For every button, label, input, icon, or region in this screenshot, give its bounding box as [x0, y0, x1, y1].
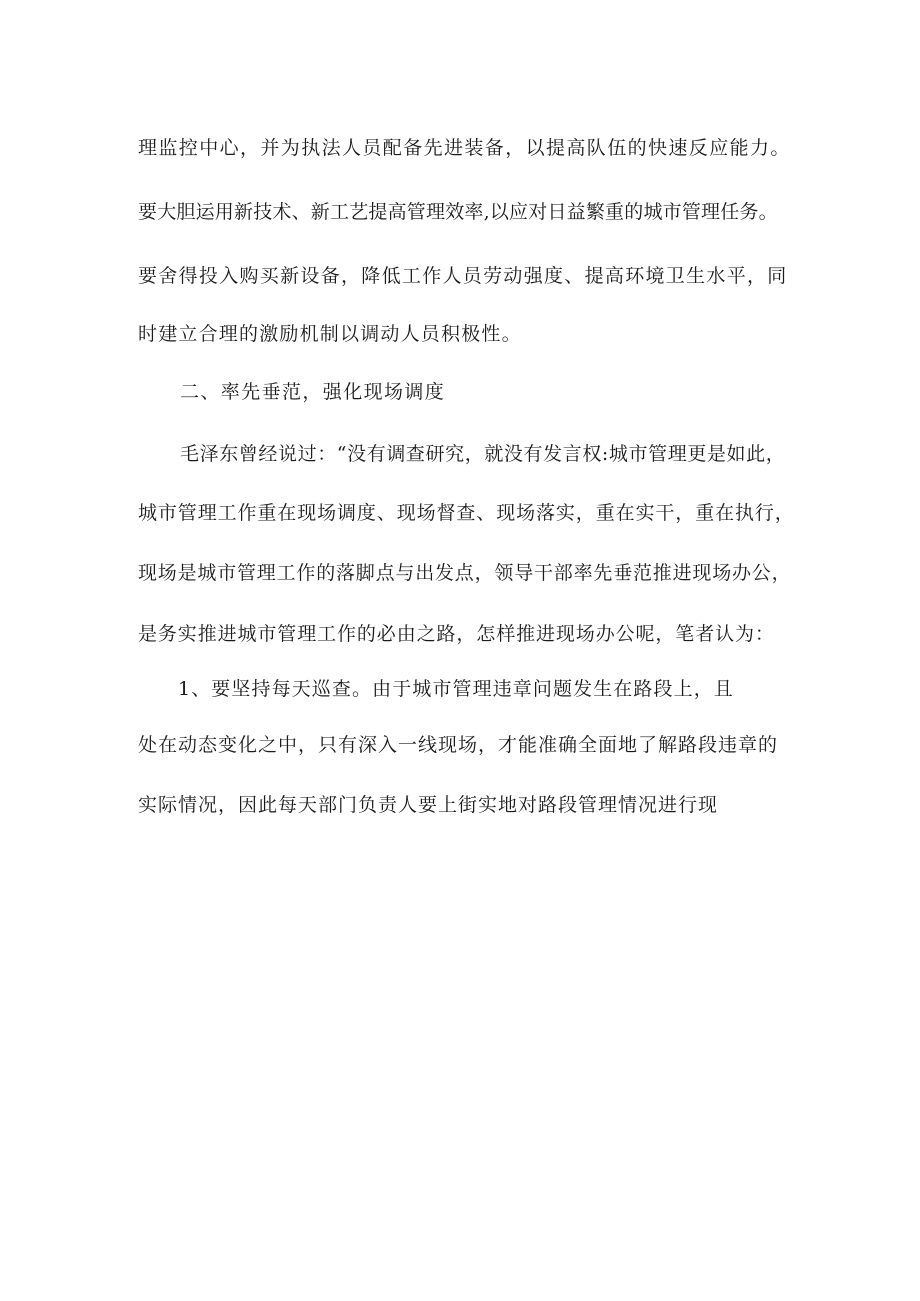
paragraph-line: 时建立合理的激励机制以调动人员积极性。: [138, 323, 522, 345]
section-heading: 二、率先垂范，强化现场调度: [180, 381, 446, 403]
paragraph-line: 要大胆运用新技术、新工艺提高管理效率,以应对日益繁重的城市管理任务。: [138, 201, 778, 223]
paragraph-line: 要舍得投入购买新设备，降低工作人员劳动强度、提高环境卫生水平，同: [138, 265, 788, 287]
paragraph-line: 城市管理工作重在现场调度、现场督查、现场落实，重在实干，重在执行，: [138, 502, 795, 524]
list-item-line: 1、要坚持每天巡查。由于城市管理违章问题发生在路段上，且: [178, 678, 734, 700]
paragraph-line: 处在动态变化之中，只有深入一线现场，才能准确全面地了解路段违章的: [138, 734, 779, 756]
paragraph-line: 毛泽东曾经说过：“没有调查研究，就没有发言权:城市管理更是如此，: [180, 443, 786, 465]
paragraph-line: 实际情况，因此每天部门负责人要上街实地对路段管理情况进行现: [138, 794, 719, 816]
paragraph-line: 理监控中心，并为执法人员配备先进装备，以提高队伍的快速反应能力。: [138, 137, 791, 159]
paragraph-line: 是务实推进城市管理工作的必由之路，怎样推进现场办公呢，笔者认为：: [138, 623, 775, 645]
paragraph-line: 现场是城市管理工作的落脚点与出发点，领导干部率先垂范推进现场办公，: [138, 562, 792, 584]
